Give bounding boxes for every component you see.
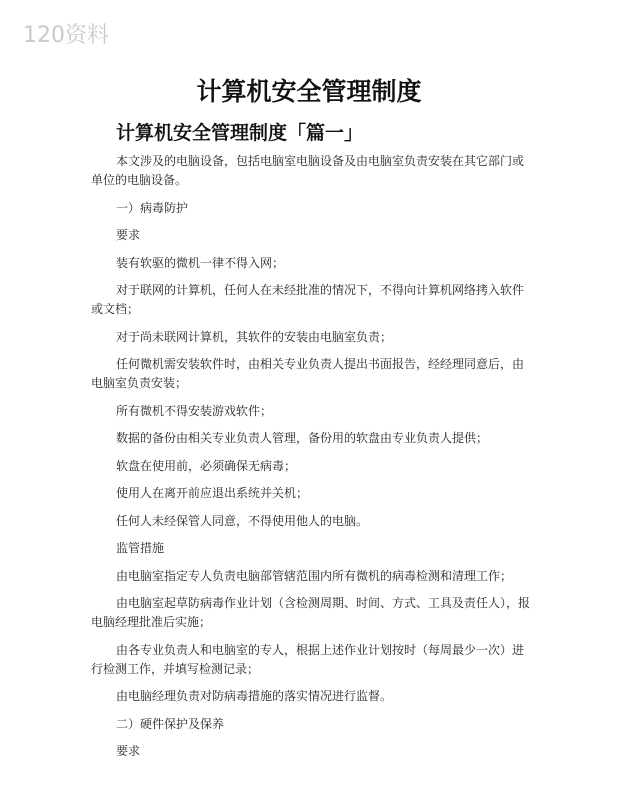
section-title: 计算机安全管理制度「篇一」 (116, 122, 364, 144)
paragraph: 监管措施 (116, 541, 165, 555)
paragraph: 任何微机需安装软件时，由相关专业负责人提出书面报告，经经理同意后，由电脑室负责安装； (91, 357, 525, 390)
paragraph: 要求 (116, 228, 141, 242)
paragraph: 由电脑经理负责对防病毒措施的落实情况进行监督。 (116, 689, 393, 703)
paragraph: 对于联网的计算机，任何人在未经批准的情况下，不得向计算机网络拷入软件或文档； (91, 283, 525, 316)
paragraph: 对于尚未联网计算机，其软件的安装由电脑室负责； (116, 329, 393, 344)
paragraph: 由电脑室指定专人负责电脑部管辖范围内所有微机的病毒检测和清理工作； (116, 568, 513, 583)
paragraph: 本文涉及的电脑设备，包括电脑室电脑设备及由电脑室负责安装在其它部门或单位的电脑设备。 (91, 154, 525, 187)
document-title: 计算机安全管理制度 (196, 77, 422, 106)
paragraph: 由电脑室起草防病毒作业计划（含检测周期、时间、方式、工具及责任人），报电脑经理批准后实施； (91, 596, 531, 629)
paragraph: 二）硬件保护及保养 (116, 716, 225, 731)
paragraph: 使用人在离开前应退出系统并关机； (116, 486, 309, 500)
paragraph: 软盘在使用前，必须确保无病毒； (116, 458, 297, 473)
watermark-text: 120资料 (23, 23, 109, 48)
paragraph: 装有软驱的微机一律不得入网； (116, 255, 285, 270)
paragraph: 所有微机不得安装游戏软件； (116, 403, 273, 418)
paragraph: 由各专业负责人和电脑室的专人，根据上述作业计划按时（每周最少一次）进行检测工作，并填写检测记录； (91, 642, 525, 676)
document-body (91, 152, 531, 770)
paragraph: 数据的备份由相关专业负责人管理，备份用的软盘由专业负责人提供； (116, 431, 489, 445)
paragraph: 任何人未经保管人同意，不得使用他人的电脑。 (116, 513, 369, 528)
paragraph: 一）病毒防护 (116, 200, 189, 215)
paragraph: 要求 (116, 744, 141, 758)
